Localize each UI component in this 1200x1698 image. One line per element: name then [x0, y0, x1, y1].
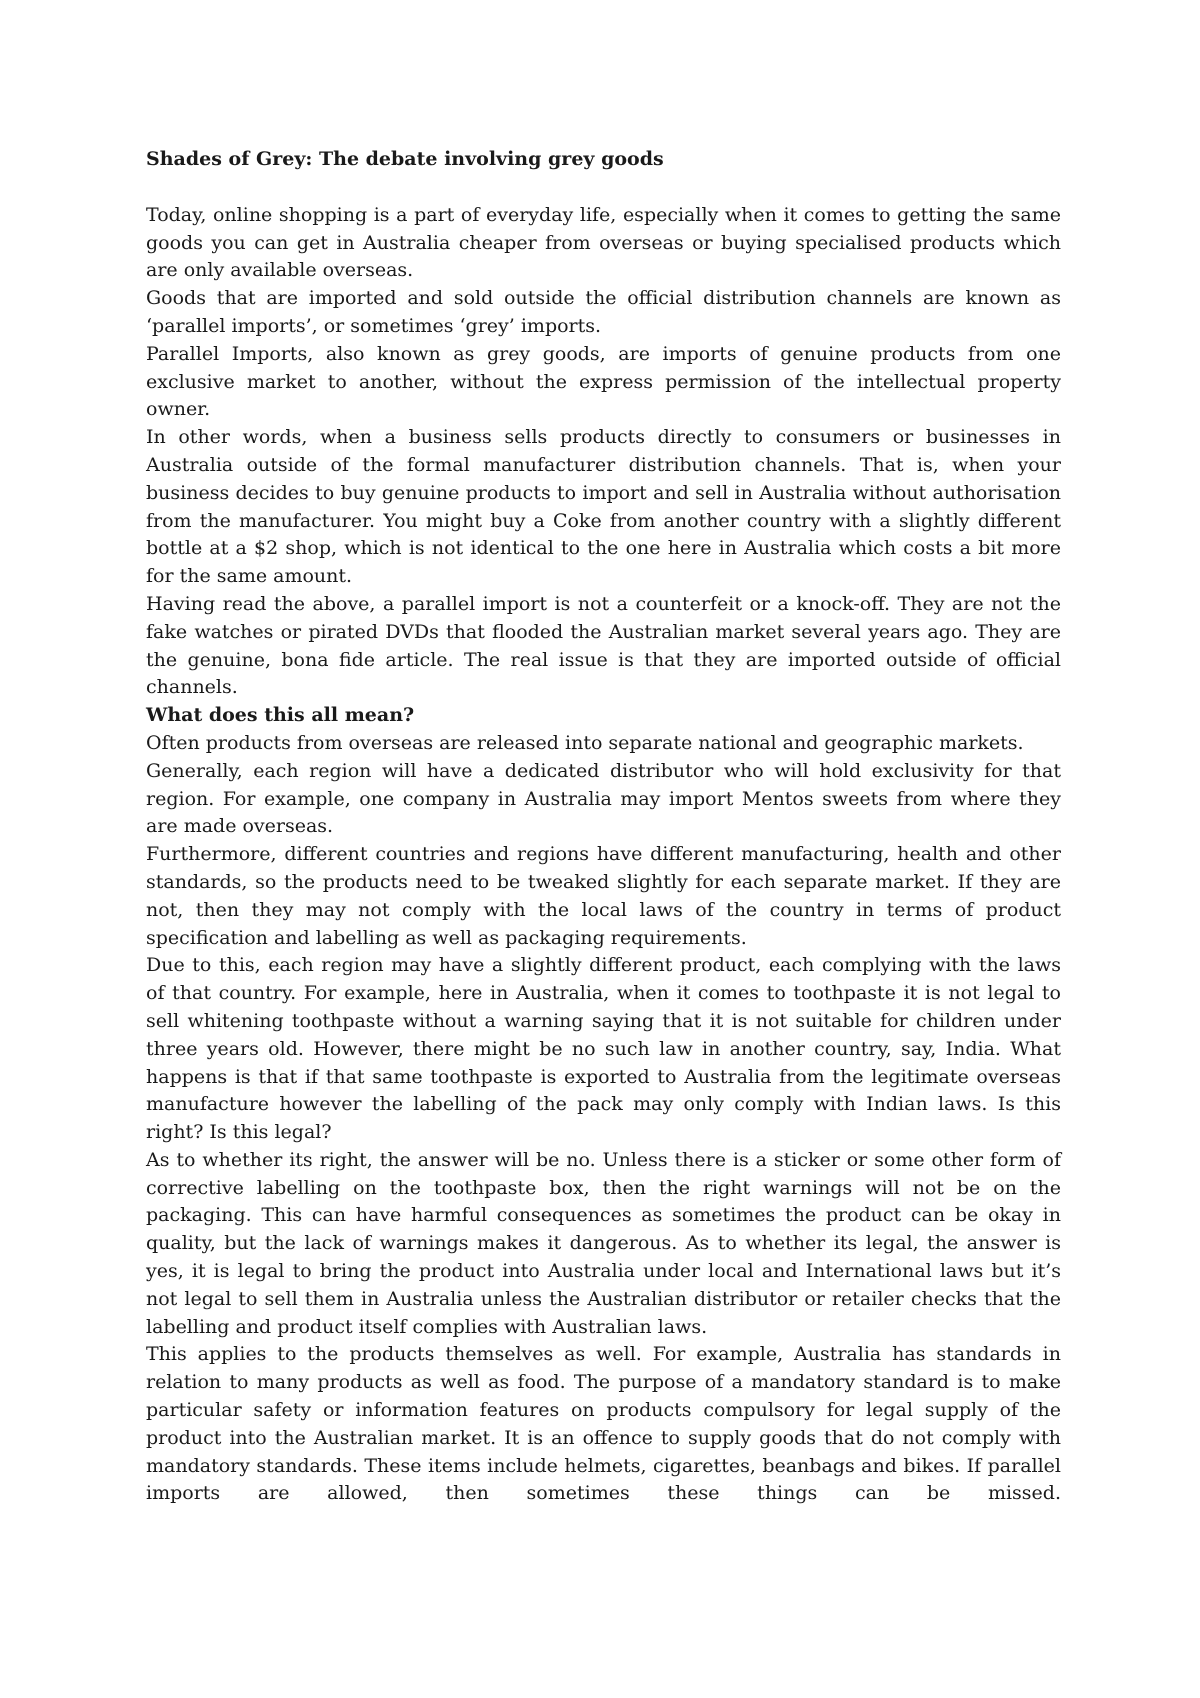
paragraph-body-5: As to whether its right, the answer will be no. Unless there is a sticker or some other form of corrective labelling on the toothpaste box, then the right warnings will not be on the packaging. This can have harmful consequences as sometimes the product can be okay in quality, but the lack of warnings makes it dangerous. As to whether its legal, the answer is yes, it is legal to bring the product into Australia under local and International laws but it’s not legal to sell them in Australia unless the Australian distributor or retailer checks that the labelling and product itself complies with Australian laws.	[146, 1148, 1061, 1338]
paragraph-body-3: Furthermore, different countries and regions have different manufacturing, health and other standards, so the products need to be tweaked slightly for each separate market. If they are not, then they may not comply with the local laws of the country in terms of product specification and labelling as well as packaging requirements.	[146, 843, 1061, 949]
paragraph-intro-5: Having read the above, a parallel import is not a counterfeit or a knock-off. They are not the fake watches or pirated DVDs that flooded the Australian market several years ago. They are the genuine, bona fide article. The real issue is that they are imported outside of official channels.	[146, 592, 1061, 699]
paragraph-body-1: Often products from overseas are released into separate national and geographic markets.	[146, 731, 1024, 754]
paragraph-body-4: Due to this, each region may have a slightly different product, each complying with the laws of that country. For example, here in Australia, when it comes to toothpaste it is not legal to sell whitening toothpaste without a warning saying that it is not suitable for children under three years old. However, there might be no such law in another country, say, India. What happens is that if that same toothpaste is exported to Australia from the legitimate overseas manufacture however the labelling of the pack may only comply with Indian laws. Is this right? Is this legal?	[146, 954, 1061, 1144]
paragraph-intro-4: In other words, when a business sells products directly to consumers or businesses in Australia outside of the formal manufacturer distribution channels. That is, when your business decides to buy genuine products to import and sell in Australia without authorisation from the manufacturer. You might buy a Coke from another country with a slightly different bottle at a $2 shop, which is not identical to the one here in Australia which costs a bit more for the same amount.	[146, 426, 1061, 588]
paragraph-intro-2: Goods that are imported and sold outside the official distribution channels are known as ‘parallel imports’, or sometimes ‘grey’ imports.	[146, 287, 1061, 337]
paragraph-intro-1: Today, online shopping is a part of everyday life, especially when it comes to getting the same goods you can get in Australia cheaper from overseas or buying specialised products which are only available overseas.	[146, 203, 1061, 282]
paragraph-intro-3: Parallel Imports, also known as grey goods, are imports of genuine products from one exclusive market to another, without the express permission of the intellectual property owner.	[146, 342, 1061, 421]
document-body	[146, 146, 1061, 1508]
paragraph-body-2: Generally, each region will have a dedicated distributor who will hold exclusivity for that region. For example, one company in Australia may import Mentos sweets from where they are made overseas.	[146, 759, 1061, 838]
section-heading: What does this all mean?	[146, 704, 415, 727]
paragraph-final: This applies to the products themselves as well. For example, Australia has standards in relation to many products as well as food. The purpose of a mandatory standard is to make particular safety or information features on products compulsory for legal supply of the product into the Australian market. It is an offence to supply goods that do not comply with mandatory standards. These items include helmets, cigarettes, beanbags and bikes. If parallel imports are allowed, then sometimes these things can be missed.	[146, 1343, 1061, 1505]
document-title: Shades of Grey: The debate involving grey goods	[146, 148, 664, 170]
